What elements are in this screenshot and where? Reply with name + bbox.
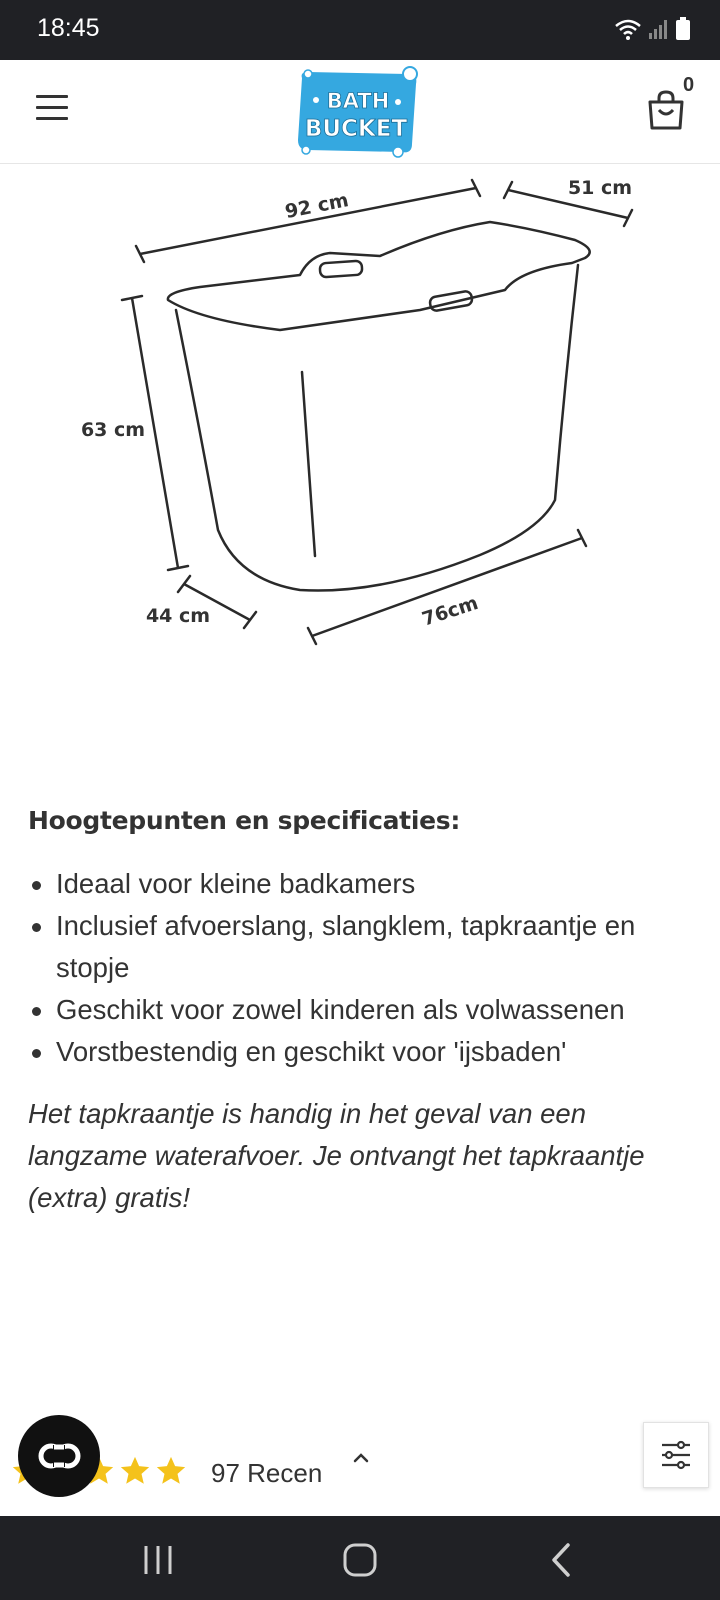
battery-icon — [676, 17, 690, 41]
chevron-up-icon[interactable] — [350, 1448, 372, 1470]
tub-body — [176, 265, 578, 591]
cart-icon[interactable] — [646, 90, 686, 132]
sliders-icon — [644, 1423, 708, 1487]
label-top-length: 92 cm — [283, 189, 351, 224]
chat-logo-icon — [18, 1415, 100, 1497]
hamburger-line — [36, 117, 68, 120]
spec-item: Geschikt voor zowel kinderen als volwassenen — [28, 989, 698, 1031]
tub-handle-back — [320, 261, 363, 278]
product-specs — [28, 806, 698, 1219]
star-icon — [154, 1454, 188, 1488]
filter-button[interactable] — [643, 1422, 709, 1488]
android-nav-bar — [0, 1516, 720, 1600]
specs-heading: Hoogtepunten en specificaties: — [28, 806, 461, 835]
back-icon[interactable] — [542, 1540, 582, 1580]
spec-item: Ideaal voor kleine badkamers — [28, 863, 698, 905]
reviews-bar — [0, 1440, 720, 1510]
label-top-width: 51 cm — [567, 177, 633, 199]
hamburger-line — [36, 106, 68, 109]
dim-line-bottom-length — [308, 530, 586, 644]
spec-item: Vorstbestendig en geschikt voor 'ijsbaden' — [28, 1031, 698, 1073]
bath-bucket-logo[interactable] — [288, 66, 428, 160]
label-height: 63 cm — [80, 419, 146, 441]
menu-button[interactable] — [36, 95, 76, 129]
tap-note: Het tapkraantje is handig in het geval van een langzame waterafvoer. Je ontvangt het tapkraantje (extra) gratis! — [28, 1098, 645, 1213]
review-count[interactable]: 97 Recen — [211, 1458, 323, 1488]
label-bottom-length: 76cm — [419, 591, 481, 631]
status-bar — [0, 0, 720, 60]
tub-crease — [302, 372, 315, 556]
dim-line-top-length — [136, 180, 480, 262]
spec-item: Inclusief afvoerslang, slangklem, tapkraantje en stopje — [28, 905, 698, 989]
wifi-icon — [614, 17, 642, 41]
status-time: 18:45 — [37, 14, 100, 42]
tub-rim — [168, 222, 590, 330]
site-header — [0, 60, 720, 164]
bath-dimensions-diagram — [0, 164, 720, 664]
star-icon — [118, 1454, 152, 1488]
label-bottom-width: 44 cm — [145, 605, 211, 627]
home-icon[interactable] — [340, 1540, 380, 1580]
status-icons — [614, 17, 690, 41]
hamburger-icon — [36, 95, 68, 98]
logo-text-line1: BATH — [326, 89, 390, 113]
signal-icon — [648, 18, 670, 40]
chat-widget-button[interactable] — [18, 1415, 100, 1497]
recent-apps-icon[interactable] — [138, 1540, 178, 1580]
cart-count: 0 — [683, 74, 695, 96]
spec-list — [28, 863, 698, 1073]
tub-handle-front — [429, 290, 473, 311]
logo-text-line2: BUCKET — [304, 116, 408, 142]
